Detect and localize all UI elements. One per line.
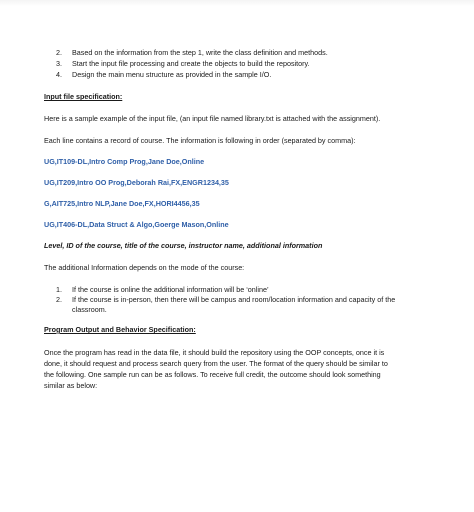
output-spec-line-2: done, it should request and process search query from the user. The format of the query should be similar to <box>44 359 388 368</box>
step-2-number: 2. <box>56 48 62 57</box>
record-line-2: UG,IT209,Intro OO Prog,Deborah Rai,FX,ENGR1234,35 <box>44 178 229 187</box>
page-top-edge <box>0 0 474 6</box>
record-line-3: G,AIT725,Intro NLP,Jane Doe,FX,HORI4456,35 <box>44 199 200 208</box>
step-3-number: 3. <box>56 59 62 68</box>
output-spec-heading: Program Output and Behavior Specification: <box>44 325 196 334</box>
mode-1-number: 1. <box>56 285 62 294</box>
mode-1-text: If the course is online the additional information will be ‘online’ <box>72 285 269 294</box>
record-line-4: UG,IT406-DL,Data Struct & Algo,Goerge Mason,Online <box>44 220 229 229</box>
input-spec-paragraph-2: Each line contains a record of course. The information is following in order (separated by comma): <box>44 136 356 145</box>
input-spec-heading: Input file specification: <box>44 92 123 101</box>
step-3-text: Start the input file processing and create the objects to build the repository. <box>72 59 310 68</box>
output-spec-line-1: Once the program has read in the data file, it should build the repository using the OOP concepts, once it is <box>44 348 385 357</box>
step-2-text: Based on the information from the step 1, write the class definition and methods. <box>72 48 328 57</box>
output-spec-line-4: similar as below: <box>44 381 98 390</box>
input-spec-paragraph-1: Here is a sample example of the input file, (an input file named library.txt is attached with the assignment). <box>44 114 381 123</box>
step-4-number: 4. <box>56 70 62 79</box>
input-spec-paragraph-3: The additional Information depends on the mode of the course: <box>44 263 245 272</box>
record-line-1: UG,IT109-DL,Intro Comp Prog,Jane Doe,Online <box>44 157 205 166</box>
mode-2-number: 2. <box>56 295 62 304</box>
record-format-line: Level, ID of the course, title of the course, instructor name, additional information <box>44 241 323 250</box>
output-spec-line-3: the following. One sample run can be as follows. To receive full credit, the outcome should look something <box>44 370 381 379</box>
mode-2-text-line-2: classroom. <box>72 305 107 314</box>
step-4-text: Design the main menu structure as provided in the sample I/O. <box>72 70 272 79</box>
mode-2-text-line-1: If the course is in-person, then there will be campus and room/location information and capacity of the <box>72 295 396 304</box>
